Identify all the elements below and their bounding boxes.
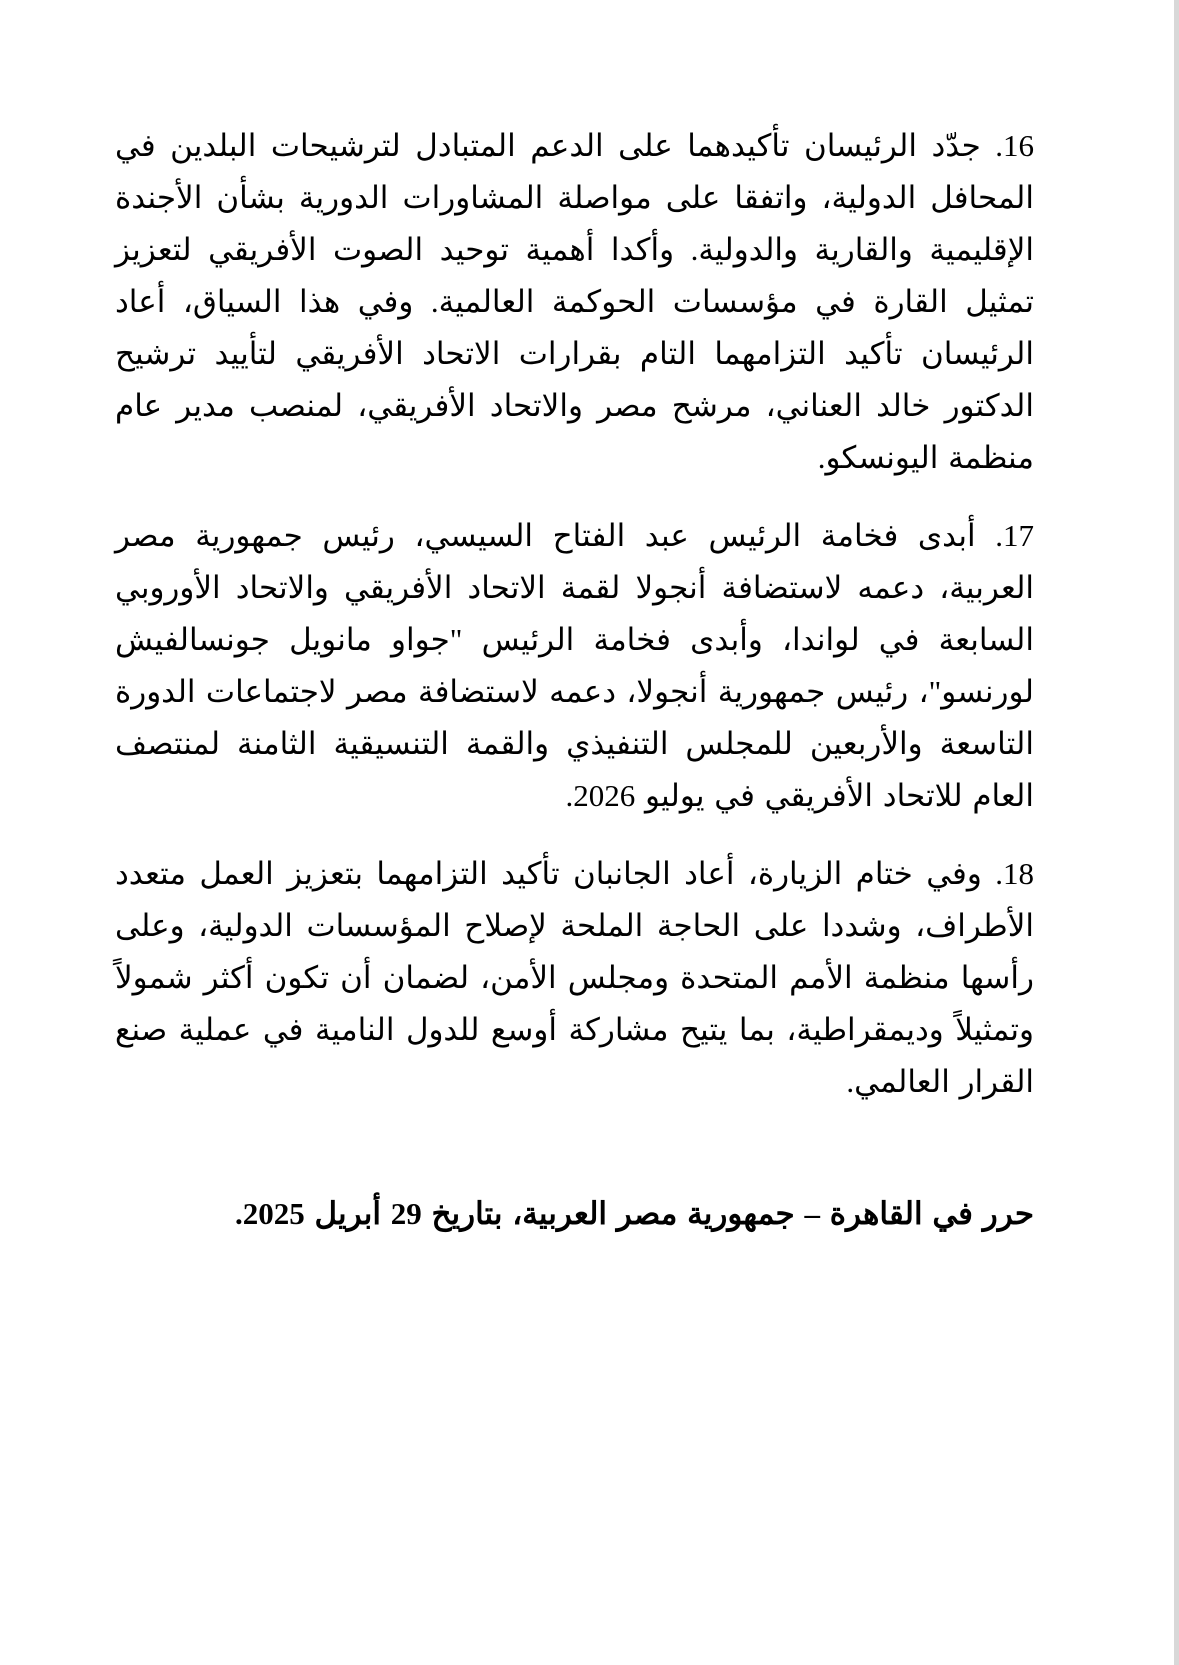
paragraph-text: أبدى فخامة الرئيس عبد الفتاح السيسي، رئيس جمهورية مصر العربية، دعمه لاستضافة أنجولا لقمة الاتحاد الأفريقي والاتحاد الأوروبي السابعة في لواندا، وأبدى فخامة الرئيس "جواو مانويل جونسالفيش لورنسو"، رئيس جمهورية أنجولا، دعمه لاستضافة مصر لاجتماعات الدورة التاسعة والأربعين للمجلس التنفيذي والقمة التنسيقية الثامنة لمنتصف العام للاتحاد الأفريقي في يوليو 2026. (115, 518, 1034, 813)
paragraph-text: جدّد الرئيسان تأكيدهما على الدعم المتبادل لترشيحات البلدين في المحافل الدولية، واتفقا على مواصلة المشاورات الدورية بشأن الأجندة الإقليمية والقارية والدولية. وأكدا أهمية توحيد الصوت الأفريقي لتعزيز تمثيل القارة في مؤسسات الحوكمة العالمية. وفي هذا السياق، أعاد الرئيسان تأكيد التزامهما التام بقرارات الاتحاد الأفريقي لتأييد ترشيح الدكتور خالد العناني، مرشح مصر والاتحاد الأفريقي، لمنصب مدير عام منظمة اليونسكو. (115, 128, 1034, 475)
paragraph-number: 17. (995, 518, 1035, 553)
numbered-paragraph-17 (115, 510, 1034, 822)
numbered-paragraph-18 (115, 848, 1034, 1108)
paragraph-text: وفي ختام الزيارة، أعاد الجانبان تأكيد التزامهما بتعزيز العمل متعدد الأطراف، وشددا على الحاجة الملحة لإصلاح المؤسسات الدولية، وعلى رأسها منظمة الأمم المتحدة ومجلس الأمن، لضمان أن تكون أكثر شمولاً وتمثيلاً وديمقراطية، بما يتيح مشاركة أوسع للدول النامية في عملية صنع القرار العالمي. (115, 856, 1034, 1099)
paragraph-number: 18. (995, 856, 1034, 891)
closing-line: حرر في القاهرة – جمهورية مصر العربية، بتاريخ 29 أبريل 2025. (235, 1196, 1034, 1231)
paragraph-number: 16. (995, 128, 1034, 163)
scan-edge-artifact (1174, 0, 1179, 1665)
numbered-paragraph-16 (115, 120, 1034, 484)
document-body (115, 120, 1034, 1240)
